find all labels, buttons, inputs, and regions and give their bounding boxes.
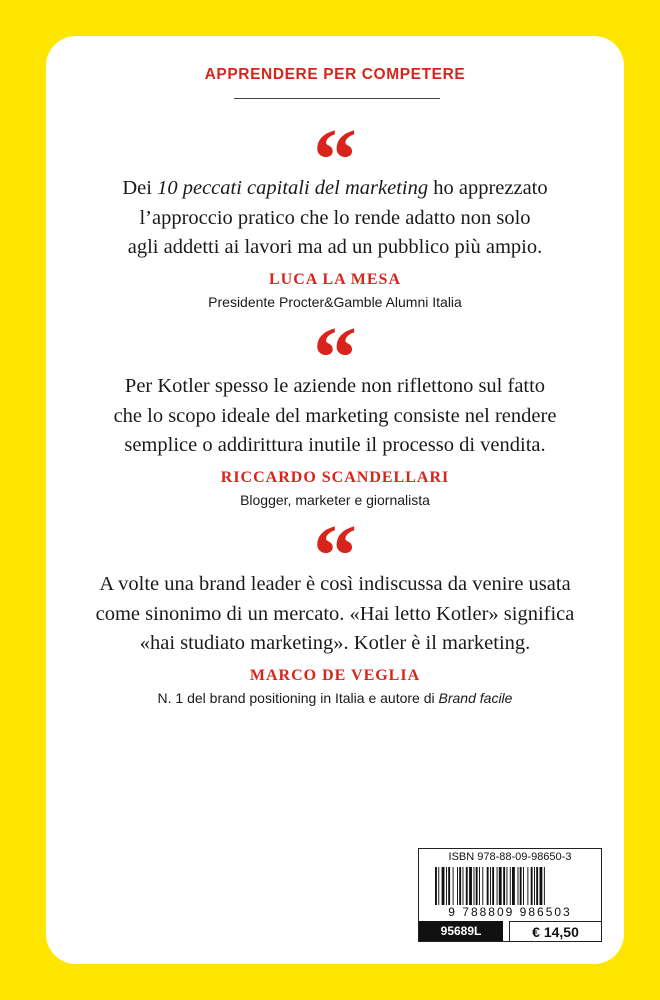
author-role: Blogger, marketer e giornalista	[240, 491, 430, 508]
quote-text	[46, 570, 624, 659]
product-code: 95689L	[419, 921, 503, 941]
quote-text-part: Dei	[122, 177, 158, 199]
quote-3	[46, 508, 624, 706]
quote-author: RICCARDO SCANDELLARI	[220, 468, 450, 486]
book-title: 10 peccati capitali del marketing	[157, 177, 429, 199]
book-title: Brand facile	[438, 689, 513, 706]
quote-1	[46, 112, 624, 310]
quote-2	[46, 310, 624, 508]
quote-line: agli addetti ai lavori ma ad un pubblico più ampio.	[127, 236, 543, 258]
quote-line: «hai studiato marketing». Kotler è il marketing.	[139, 632, 531, 654]
quote-line: A volte una brand leader è così indiscussa da venire usata	[99, 573, 571, 595]
isbn-label: ISBN 978-88-09-98650-3	[448, 851, 572, 863]
quote-line: che lo scopo ideale del marketing consiste nel rendere	[113, 404, 557, 427]
quote-author: MARCO DE VEGLIA	[249, 666, 421, 684]
series-title: APPRENDERE PER COMPETERE	[204, 66, 466, 83]
barcode-box	[418, 848, 602, 942]
quote-author: LUCA LA MESA	[268, 270, 402, 288]
quote-text-part: ho apprezzato	[428, 177, 548, 199]
quote-line: l’approccio pratico che lo rende adatto non solo	[139, 206, 531, 229]
author-role-part: N. 1 del brand positioning in Italia e autore di	[157, 689, 439, 706]
barcode-digits: 9 788809 986503	[421, 905, 599, 919]
quote-line: semplice o addirittura inutile il processo di vendita.	[124, 434, 546, 456]
back-cover-card	[46, 36, 624, 964]
quote-line	[46, 174, 624, 204]
divider	[234, 98, 440, 99]
quote-mark-icon: “	[313, 508, 357, 605]
author-role: Presidente Procter&Gamble Alumni Italia	[208, 293, 462, 310]
quote-text	[46, 174, 624, 263]
quote-mark-icon: “	[313, 112, 357, 209]
author-role	[46, 690, 624, 706]
quote-text	[46, 372, 624, 461]
quote-mark-icon: “	[313, 310, 357, 407]
price: € 14,50	[509, 921, 601, 941]
quote-line: come sinonimo di un mercato. «Hai letto Kotler» significa	[95, 602, 575, 625]
quote-line: Per Kotler spesso le aziende non riflettono sul fatto	[124, 375, 546, 397]
